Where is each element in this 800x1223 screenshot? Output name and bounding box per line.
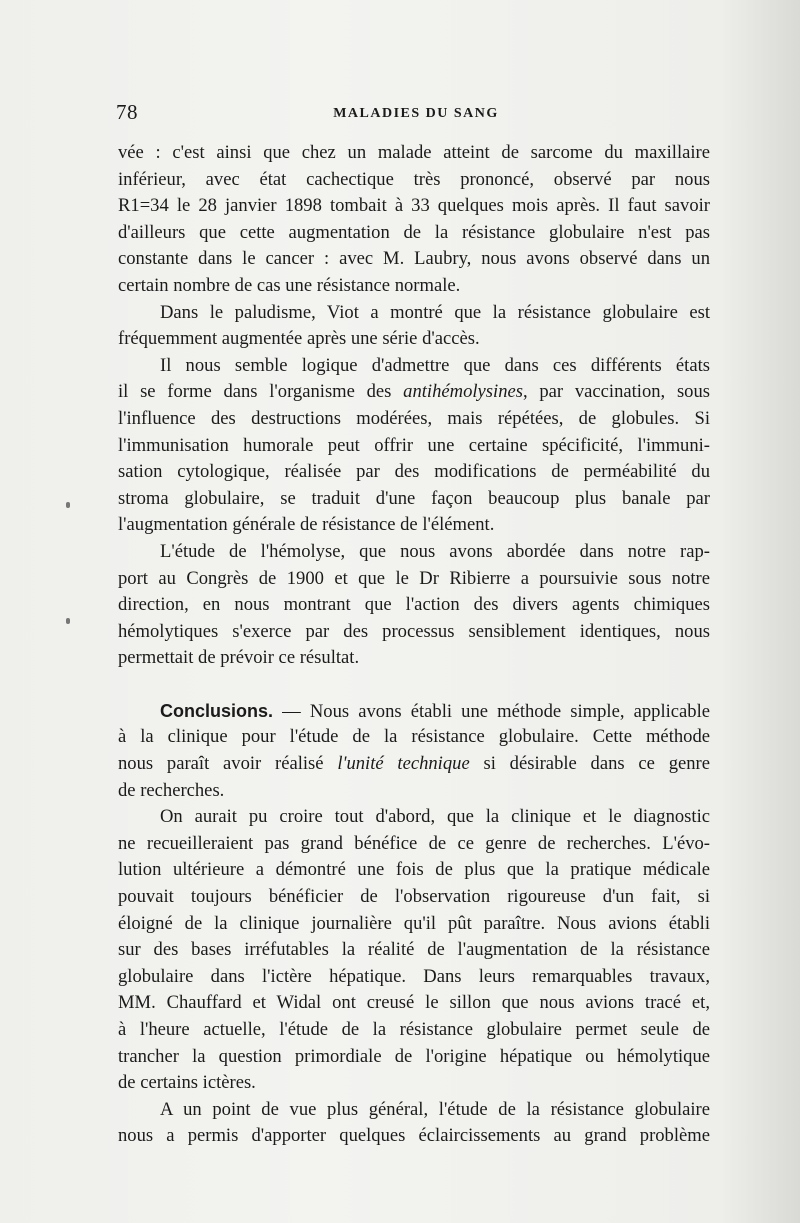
text-line: éloigné de la clinique journalière qu'il pût paraître. Nous avions établi [118,912,710,934]
text-line: nous paraît avoir réalisé l'unité technique si désirable dans ce genre [118,753,710,775]
body-text [118,140,710,1150]
text-line: de recherches. [118,779,225,801]
text-line: globulaire dans l'ictère hépatique. Dans leurs remarquables travaux, [118,965,710,987]
text-line: à la clinique pour l'étude de la résistance globulaire. Cette méthode [118,726,710,748]
text-line: sur des bases irréfutables la réalité de l'augmentation de la résistance [118,939,710,961]
text-line: stroma globulaire, se traduit d'une façon beaucoup plus banale par [118,487,710,509]
text-line: fréquemment augmentée après une série d'accès. [118,328,480,350]
text-line: l'augmentation générale de résistance de l'élément. [118,514,495,536]
text-line: Dans le paludisme, Viot a montré que la résistance globulaire est [160,301,710,323]
text-line: hémolytiques s'exerce par des processus sensiblement identiques, nous [118,620,710,642]
text-line: à l'heure actuelle, l'étude de la résistance globulaire permet seule de [118,1019,710,1040]
page-header [116,100,716,126]
text-line: il se forme dans l'organisme des antihémolysines, par vaccination, sous [118,381,710,403]
text-line: inférieur, avec état cachectique très prononcé, observé par nous [118,168,710,190]
text-line: On aurait pu croire tout d'abord, que la clinique et le diagnostic [160,806,710,828]
text-line: L'étude de l'hémolyse, que nous avons abordée dans notre rap- [160,540,710,562]
text-line: pouvait toujours bénéficier de l'observation rigoureuse d'un fait, si [118,886,710,908]
text-line: constante dans le cancer : avec M. Laubry, nous avons observé dans un [118,248,710,270]
text-line: trancher la question primordiale de l'origine hépatique ou hémolytique [118,1045,710,1067]
text-line: lution ultérieure a démontré une fois de plus que la pratique médicale [118,859,710,881]
text-line: l'immunisation humorale peut offrir une certaine spécificité, l'immuni- [118,434,710,456]
text-line: d'ailleurs que cette augmentation de la résistance globulaire n'est pas [118,221,710,243]
page-number: 78 [116,100,138,124]
text-line: permettait de prévoir ce résultat. [118,647,360,669]
print-speck [66,502,70,508]
print-speck [66,618,70,624]
text-line: A un point de vue plus général, l'étude de la résistance globulaire [160,1098,710,1120]
text-line: sation cytologique, réalisée par des modifications de perméabilité du [118,461,710,483]
running-title: MALADIES DU SANG [333,106,499,121]
text-line: l'influence des destructions modérées, mais répétées, de globules. Si [118,407,710,429]
text-line: ne recueilleraient pas grand bénéfice de ce genre de recherches. L'évo- [118,832,710,854]
text-line: direction, en nous montrant que l'action des divers agents chimiques [118,594,710,616]
conclusions-line: Conclusions. — Nous avons établi une méthode simple, applicable [160,700,710,722]
section-gap [118,672,710,698]
text-line: nous a permis d'apporter quelques éclaircissements au grand problème [118,1125,710,1147]
text-line: de certains ictères. [118,1072,256,1094]
text-line: R1=34 le 28 janvier 1898 tombait à 33 quelques mois après. Il faut savoir [118,195,710,217]
text-line: MM. Chauffard et Widal ont creusé le sillon que nous avions tracé et, [118,992,710,1014]
text-line: vée : c'est ainsi que chez un malade atteint de sarcome du maxillaire [118,142,710,163]
text-line: Il nous semble logique d'admettre que dans ces différents états [160,354,710,376]
text-line: port au Congrès de 1900 et que le Dr Ribierre a poursuivie sous notre [118,567,710,589]
text-line: certain nombre de cas une résistance normale. [118,274,461,296]
